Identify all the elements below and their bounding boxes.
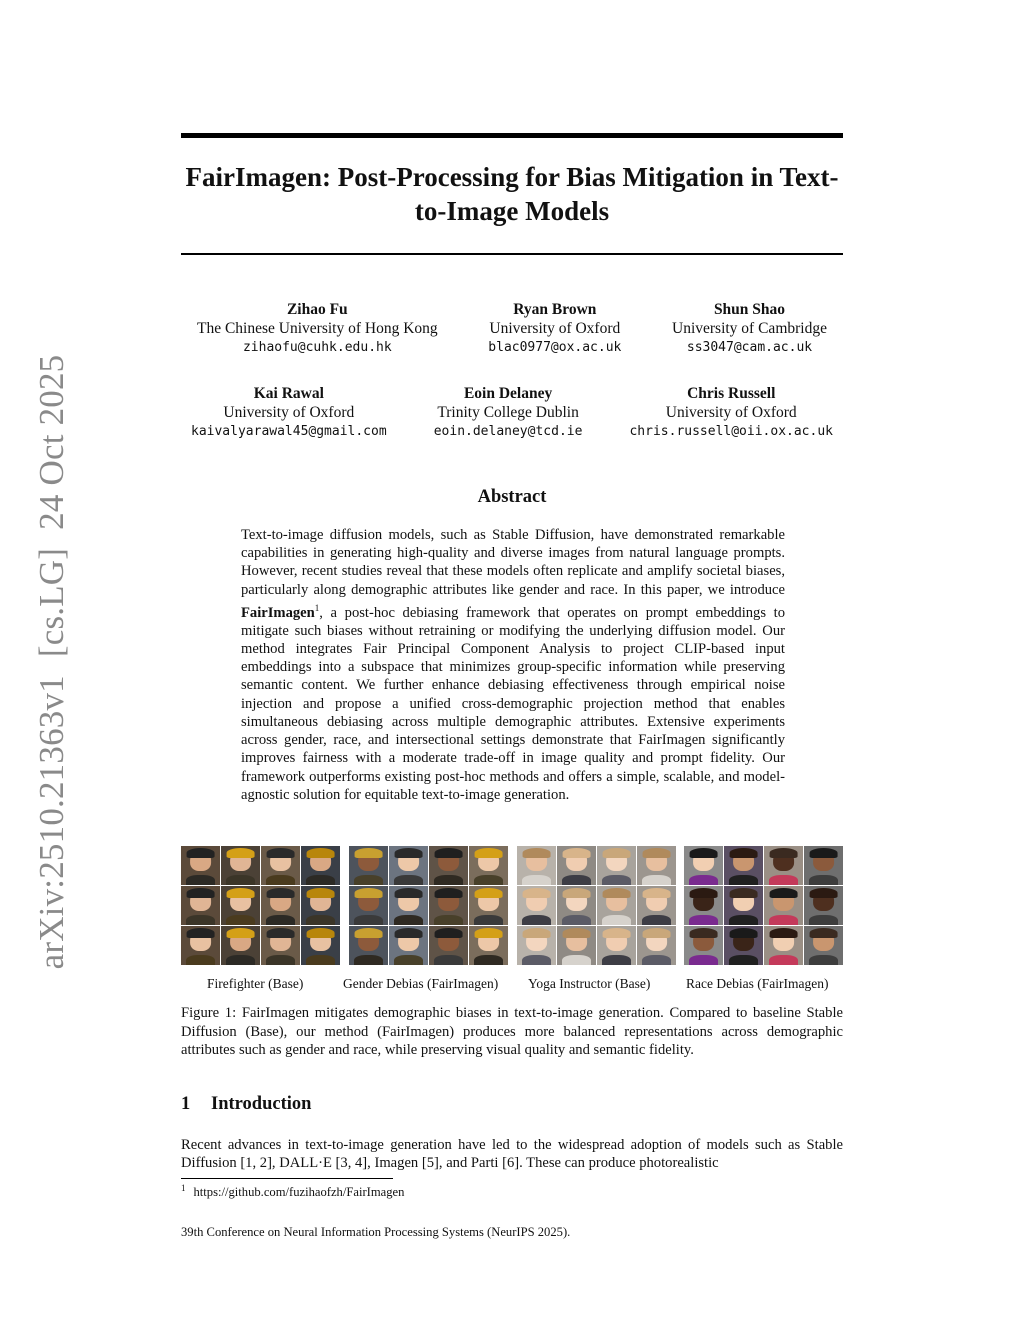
thumbnail-head-shape bbox=[186, 888, 215, 898]
thumbnail-head-shape bbox=[562, 928, 591, 938]
image-grid-firefighter-base bbox=[181, 846, 340, 965]
thumbnail-head-shape bbox=[306, 928, 335, 938]
abstract-body bbox=[241, 526, 785, 804]
thumbnail-body-shape bbox=[562, 915, 592, 925]
thumbnail-head-shape bbox=[394, 888, 423, 898]
generated-image-thumbnail bbox=[804, 846, 843, 885]
section-number: 1 bbox=[181, 1094, 191, 1114]
generated-image-thumbnail bbox=[261, 886, 300, 925]
author-email[interactable]: zihaofu@cuhk.edu.hk bbox=[242, 340, 392, 355]
generated-image-thumbnail bbox=[557, 846, 596, 885]
generated-image-thumbnail bbox=[517, 886, 556, 925]
arxiv-id: arXiv:2510.21363v1 bbox=[32, 675, 71, 970]
thumbnail-body-shape bbox=[354, 915, 384, 925]
thumbnail-head-shape bbox=[602, 928, 631, 938]
thumbnail-body-shape bbox=[809, 875, 839, 885]
thumbnail-head-shape bbox=[562, 848, 591, 858]
thumbnail-head-shape bbox=[729, 928, 758, 938]
thumbnail-head-shape bbox=[266, 848, 295, 858]
thumbnail-body-shape bbox=[602, 955, 632, 965]
footnote-link[interactable]: https://github.com/fuzihaofzh/FairImagen bbox=[193, 1185, 405, 1200]
thumbnail-body-shape bbox=[689, 875, 719, 885]
image-grid-gender-debias bbox=[349, 846, 508, 965]
thumbnail-body-shape bbox=[809, 955, 839, 965]
section-heading bbox=[181, 1094, 311, 1115]
image-grid-yoga-instructor-base bbox=[517, 846, 676, 965]
thumbnail-head-shape bbox=[354, 888, 383, 898]
abstract-text: Text-to-image diffusion models, such as Stable Diffusion, have demonstrated remarkable capabilities in generating high-quality and diverse images from natural language prompts. However, recent studies reveal that these models often replicate and amplify societal biases, particularly along demographic attributes like gender and race. In this paper, we introduce bbox=[241, 527, 785, 598]
generated-image-thumbnail bbox=[301, 886, 340, 925]
author-affiliation: University of Oxford bbox=[489, 320, 621, 337]
generated-image-thumbnail bbox=[221, 926, 260, 965]
thumbnail-head-shape bbox=[769, 888, 798, 898]
arxiv-stamp bbox=[32, 355, 72, 970]
generated-image-thumbnail bbox=[804, 926, 843, 965]
author-name: Shun Shao bbox=[713, 301, 786, 318]
venue-line: 39th Conference on Neural Information Processing Systems (NeurIPS 2025). bbox=[181, 1225, 571, 1239]
generated-image-thumbnail bbox=[261, 926, 300, 965]
panel-caption: Yoga Instructor (Base) bbox=[528, 976, 651, 991]
arxiv-category: [cs.LG] bbox=[32, 547, 71, 658]
thumbnail-body-shape bbox=[522, 875, 552, 885]
method-name: FairImagen bbox=[241, 604, 315, 621]
thumbnail-head-shape bbox=[689, 928, 718, 938]
generated-image-thumbnail bbox=[389, 926, 428, 965]
title-rule-bottom bbox=[181, 253, 843, 255]
author-email[interactable]: eoin.delaney@tcd.ie bbox=[433, 424, 583, 439]
intro-paragraph: Recent advances in text-to-image generation have led to the widespread adoption of models such as Stable Diffusion [1, 2], DALL·E [3, 4], Imagen [5], and Parti [6]. These can produce photorealistic bbox=[181, 1137, 843, 1172]
thumbnail-head-shape bbox=[474, 848, 503, 858]
thumbnail-body-shape bbox=[689, 955, 719, 965]
thumbnail-head-shape bbox=[394, 848, 423, 858]
thumbnail-body-shape bbox=[769, 955, 799, 965]
thumbnail-head-shape bbox=[474, 888, 503, 898]
thumbnail-body-shape bbox=[266, 915, 296, 925]
thumbnail-head-shape bbox=[266, 928, 295, 938]
author-name: Zihao Fu bbox=[286, 301, 348, 318]
generated-image-thumbnail bbox=[469, 926, 508, 965]
thumbnail-head-shape bbox=[226, 848, 255, 858]
author-email[interactable]: ss3047@cam.ac.uk bbox=[686, 340, 813, 355]
generated-image-thumbnail bbox=[597, 926, 636, 965]
thumbnail-head-shape bbox=[729, 848, 758, 858]
generated-image-thumbnail bbox=[637, 926, 676, 965]
thumbnail-body-shape bbox=[642, 955, 672, 965]
author-block bbox=[191, 384, 387, 441]
thumbnail-head-shape bbox=[522, 848, 551, 858]
thumbnail-head-shape bbox=[602, 848, 631, 858]
generated-image-thumbnail bbox=[597, 886, 636, 925]
thumbnail-head-shape bbox=[474, 928, 503, 938]
generated-image-thumbnail bbox=[261, 846, 300, 885]
author-affiliation: University of Oxford bbox=[223, 404, 355, 421]
generated-image-thumbnail bbox=[684, 886, 723, 925]
thumbnail-body-shape bbox=[434, 955, 464, 965]
thumbnail-head-shape bbox=[226, 928, 255, 938]
thumbnail-head-shape bbox=[769, 848, 798, 858]
author-row-1 bbox=[181, 300, 843, 357]
thumbnail-body-shape bbox=[186, 875, 216, 885]
panel-caption: Gender Debias (FairImagen) bbox=[343, 976, 499, 991]
thumbnail-body-shape bbox=[474, 875, 504, 885]
thumbnail-body-shape bbox=[562, 875, 592, 885]
thumbnail-head-shape bbox=[769, 928, 798, 938]
generated-image-thumbnail bbox=[764, 846, 803, 885]
thumbnail-head-shape bbox=[306, 888, 335, 898]
thumbnail-body-shape bbox=[226, 915, 256, 925]
thumbnail-body-shape bbox=[729, 955, 759, 965]
generated-image-thumbnail bbox=[684, 926, 723, 965]
generated-image-thumbnail bbox=[301, 926, 340, 965]
generated-image-thumbnail bbox=[637, 846, 676, 885]
generated-image-thumbnail bbox=[764, 886, 803, 925]
thumbnail-body-shape bbox=[809, 915, 839, 925]
thumbnail-head-shape bbox=[642, 928, 671, 938]
thumbnail-head-shape bbox=[306, 848, 335, 858]
generated-image-thumbnail bbox=[724, 886, 763, 925]
thumbnail-head-shape bbox=[809, 888, 838, 898]
figure-caption: Figure 1: FairImagen mitigates demographic biases in text-to-image generation. Compared to baseline Stable Diffusion (Base), our method (FairImagen) produces more balanced representations across demographic attributes such as gender and race, while preserving visual quality and semantic fidelity. bbox=[181, 1005, 843, 1058]
thumbnail-body-shape bbox=[689, 915, 719, 925]
author-block bbox=[434, 384, 583, 441]
paper-title: FairImagen: Post-Processing for Bias Mitigation in Text-to-Image Models bbox=[185, 162, 839, 226]
thumbnail-body-shape bbox=[602, 915, 632, 925]
abstract-heading: Abstract bbox=[477, 487, 547, 507]
generated-image-thumbnail bbox=[429, 926, 468, 965]
author-affiliation: The Chinese University of Hong Kong bbox=[197, 320, 438, 337]
generated-image-thumbnail bbox=[429, 846, 468, 885]
generated-image-thumbnail bbox=[349, 846, 388, 885]
generated-image-thumbnail bbox=[181, 926, 220, 965]
generated-image-thumbnail bbox=[469, 886, 508, 925]
generated-image-thumbnail bbox=[724, 846, 763, 885]
generated-image-thumbnail bbox=[517, 846, 556, 885]
footnote bbox=[181, 1183, 404, 1200]
thumbnail-head-shape bbox=[642, 848, 671, 858]
thumbnail-head-shape bbox=[434, 928, 463, 938]
thumbnail-body-shape bbox=[186, 915, 216, 925]
thumbnail-head-shape bbox=[226, 888, 255, 898]
thumbnail-body-shape bbox=[266, 955, 296, 965]
thumbnail-head-shape bbox=[562, 888, 591, 898]
author-email[interactable]: blac0977@ox.ac.uk bbox=[488, 340, 622, 355]
generated-image-thumbnail bbox=[557, 886, 596, 925]
thumbnail-body-shape bbox=[729, 875, 759, 885]
thumbnail-body-shape bbox=[354, 955, 384, 965]
generated-image-thumbnail bbox=[181, 846, 220, 885]
thumbnail-body-shape bbox=[354, 875, 384, 885]
thumbnail-head-shape bbox=[186, 928, 215, 938]
thumbnail-body-shape bbox=[394, 915, 424, 925]
thumbnail-head-shape bbox=[522, 888, 551, 898]
thumbnail-head-shape bbox=[266, 888, 295, 898]
thumbnail-head-shape bbox=[434, 848, 463, 858]
thumbnail-head-shape bbox=[522, 928, 551, 938]
thumbnail-body-shape bbox=[642, 915, 672, 925]
author-block bbox=[197, 300, 438, 357]
thumbnail-body-shape bbox=[434, 875, 464, 885]
author-affiliation: University of Cambridge bbox=[672, 320, 827, 337]
thumbnail-head-shape bbox=[354, 928, 383, 938]
generated-image-thumbnail bbox=[469, 846, 508, 885]
thumbnail-body-shape bbox=[474, 915, 504, 925]
generated-image-thumbnail bbox=[429, 886, 468, 925]
footnote-mark[interactable]: 1 bbox=[314, 602, 320, 613]
generated-image-thumbnail bbox=[637, 886, 676, 925]
thumbnail-head-shape bbox=[434, 888, 463, 898]
thumbnail-body-shape bbox=[729, 915, 759, 925]
generated-image-thumbnail bbox=[684, 846, 723, 885]
thumbnail-body-shape bbox=[306, 955, 336, 965]
thumbnail-head-shape bbox=[602, 888, 631, 898]
thumbnail-head-shape bbox=[809, 928, 838, 938]
thumbnail-head-shape bbox=[729, 888, 758, 898]
abstract-text: , a post-hoc debiasing framework that operates on prompt embeddings to mitigate such biases without retraining or modifying the underlying diffusion model. Our method integrates Fair Principal Component Analysis to project CLIP-based input embeddings into a subspace that minimizes group-specific information while preserving semantic content. We further enhance debiasing effectiveness through empirical noise injection and propose a unified cross-demographic projection method that enables simultaneous debiasing across multiple demographic attributes. Extensive experiments across gender, race, and intersectional settings demonstrate that FairImagen significantly improves fairness with a moderate trade-off in image quality and prompt fidelity. Our framework outperforms existing post-hoc methods and offers a simple, scalable, and model-agnostic solution for equitable text-to-image generation. bbox=[241, 604, 785, 803]
thumbnail-body-shape bbox=[562, 955, 592, 965]
author-row-2 bbox=[181, 384, 843, 441]
author-affiliation: Trinity College Dublin bbox=[437, 404, 579, 421]
thumbnail-head-shape bbox=[354, 848, 383, 858]
author-block bbox=[629, 384, 833, 441]
section-title: Introduction bbox=[211, 1094, 312, 1114]
generated-image-thumbnail bbox=[221, 846, 260, 885]
thumbnail-body-shape bbox=[306, 875, 336, 885]
thumbnail-body-shape bbox=[522, 955, 552, 965]
thumbnail-body-shape bbox=[769, 915, 799, 925]
panel-caption: Race Debias (FairImagen) bbox=[686, 976, 829, 991]
thumbnail-body-shape bbox=[226, 955, 256, 965]
generated-image-thumbnail bbox=[557, 926, 596, 965]
footnote-number: 1 bbox=[181, 1183, 186, 1193]
generated-image-thumbnail bbox=[301, 846, 340, 885]
image-grid-race-debias bbox=[684, 846, 843, 965]
author-block bbox=[488, 300, 621, 357]
thumbnail-head-shape bbox=[642, 888, 671, 898]
arxiv-date: 24 Oct 2025 bbox=[32, 354, 71, 530]
generated-image-thumbnail bbox=[597, 846, 636, 885]
generated-image-thumbnail bbox=[389, 886, 428, 925]
author-block bbox=[672, 300, 827, 357]
thumbnail-body-shape bbox=[306, 915, 336, 925]
author-email[interactable]: chris.russell@oii.ox.ac.uk bbox=[629, 424, 833, 439]
thumbnail-body-shape bbox=[769, 875, 799, 885]
generated-image-thumbnail bbox=[764, 926, 803, 965]
generated-image-thumbnail bbox=[181, 886, 220, 925]
generated-image-thumbnail bbox=[221, 886, 260, 925]
thumbnail-body-shape bbox=[642, 875, 672, 885]
thumbnail-body-shape bbox=[474, 955, 504, 965]
thumbnail-body-shape bbox=[394, 955, 424, 965]
generated-image-thumbnail bbox=[804, 886, 843, 925]
thumbnail-body-shape bbox=[602, 875, 632, 885]
author-name: Kai Rawal bbox=[253, 385, 324, 402]
generated-image-thumbnail bbox=[349, 926, 388, 965]
thumbnail-head-shape bbox=[186, 848, 215, 858]
author-affiliation: University of Oxford bbox=[665, 404, 797, 421]
thumbnail-body-shape bbox=[266, 875, 296, 885]
thumbnail-head-shape bbox=[809, 848, 838, 858]
thumbnail-head-shape bbox=[689, 848, 718, 858]
footnote-rule bbox=[181, 1178, 393, 1179]
thumbnail-body-shape bbox=[186, 955, 216, 965]
generated-image-thumbnail bbox=[389, 846, 428, 885]
thumbnail-body-shape bbox=[226, 875, 256, 885]
thumbnail-body-shape bbox=[434, 915, 464, 925]
generated-image-thumbnail bbox=[349, 886, 388, 925]
thumbnail-head-shape bbox=[689, 888, 718, 898]
thumbnail-head-shape bbox=[394, 928, 423, 938]
thumbnail-body-shape bbox=[394, 875, 424, 885]
thumbnail-body-shape bbox=[522, 915, 552, 925]
generated-image-thumbnail bbox=[724, 926, 763, 965]
generated-image-thumbnail bbox=[517, 926, 556, 965]
panel-caption: Firefighter (Base) bbox=[207, 976, 304, 991]
title-rule-top bbox=[181, 133, 843, 138]
author-email[interactable]: kaivalyarawal45@gmail.com bbox=[191, 424, 387, 439]
author-name: Chris Russell bbox=[687, 385, 776, 402]
author-name: Ryan Brown bbox=[513, 301, 597, 318]
author-name: Eoin Delaney bbox=[463, 385, 553, 402]
